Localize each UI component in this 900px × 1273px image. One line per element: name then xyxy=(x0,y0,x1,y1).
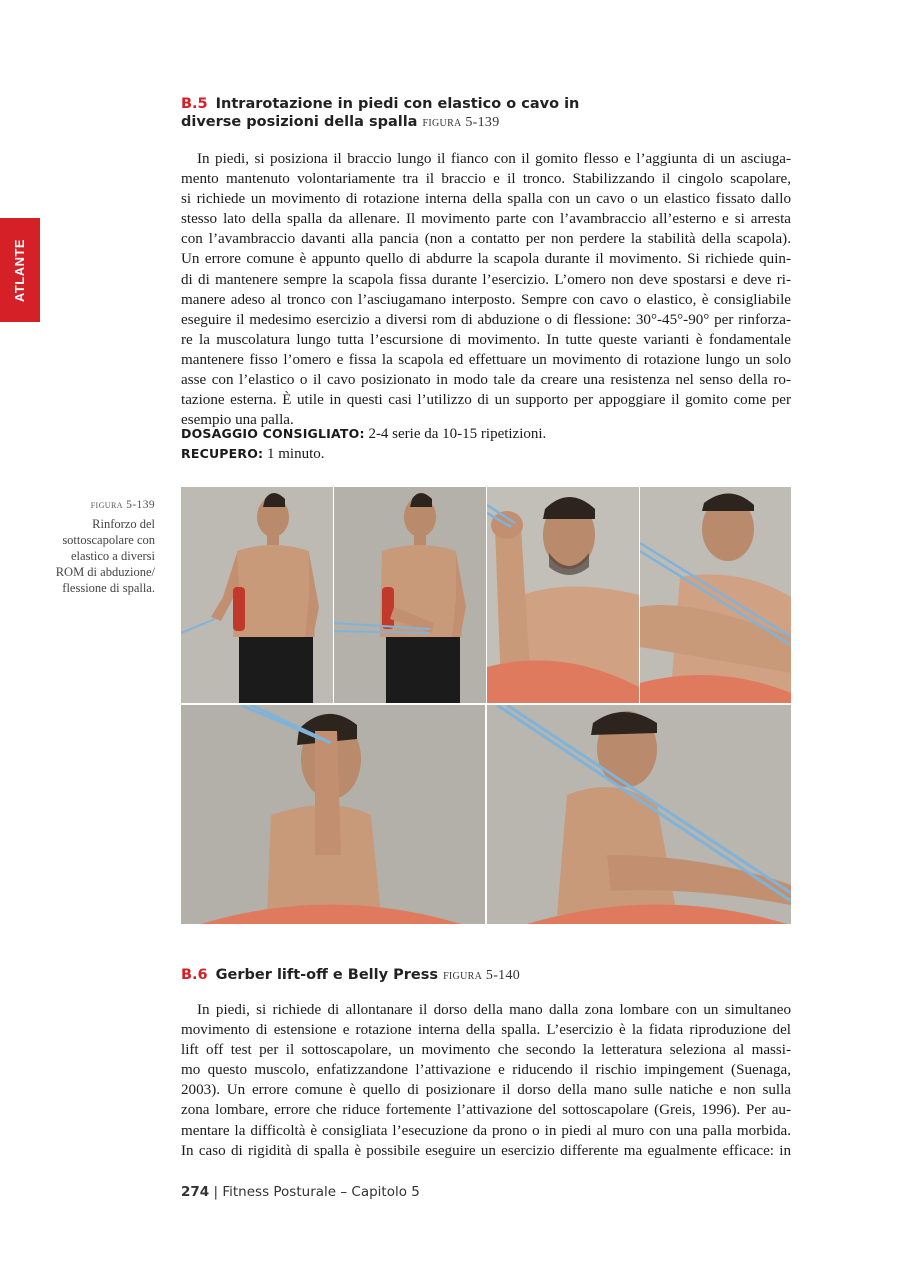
caption-line: flessione di spalla. xyxy=(62,581,155,595)
caption-line: Rinforzo del xyxy=(92,517,155,531)
body-line: Un errore comune è appunto quello di abdurre la scapola durante il movimento. Si richiede quin- xyxy=(181,251,791,268)
running-title: Fitness Posturale – Capitolo 5 xyxy=(222,1184,420,1200)
body-line: movimento di estensione e rotazione interna della spalla. L’esercizio è la fidata riproduzione del xyxy=(181,1022,791,1039)
photo-abduction-90-end xyxy=(640,487,791,703)
page-number: 274 xyxy=(181,1184,210,1200)
body-line: In caso di rigidità di spalla è possibile eseguire un esercizio differente ma egualmente efficace: in xyxy=(181,1142,791,1159)
body-line: stesso lato della spalla da allenare. Il movimento parte con l’avambraccio all’esterno e si arresta xyxy=(181,211,791,228)
section-b5-heading xyxy=(181,95,579,132)
section-b6-figure-ref: figura 5-140 xyxy=(443,968,521,983)
section-b5-body xyxy=(181,149,791,430)
caption-line: elastico a diversi xyxy=(71,549,155,563)
footer-separator: | xyxy=(213,1184,219,1200)
section-b6-code: B.6 xyxy=(181,967,208,983)
body-line: tazione esterna. È utile in questi casi l’utilizzo di un supporto per appoggiare il gomito come per xyxy=(181,392,791,409)
body-line: di di mantenere sempre la scapola fissa durante l’esercizio. L’omero non deve spostarsi e deve ri- xyxy=(181,271,791,288)
body-line: zona lombare, errore che riduce fortemente l’attivazione del sottoscapolare (Greis, 1996). Per au- xyxy=(181,1102,791,1119)
body-line: re la muscolatura lungo tutta l’escursione di movimento. In tutte queste varianti è fondamentale xyxy=(181,331,791,348)
side-tab-label: ATLANTE xyxy=(12,238,28,302)
section-b6-title: Gerber lift-off e Belly Press xyxy=(215,967,438,983)
body-line: asse con l’elastico o il cavo posizionato in modo tale da creare una resistenza nel senso della ro- xyxy=(181,372,791,389)
body-line: eseguire il medesimo esercizio a diversi rom di abduzione o di flessione: 30°-45°-90° per rinforza- xyxy=(181,311,791,328)
section-b5-code: B.5 xyxy=(181,96,208,112)
body-line: In piedi, si posiziona il braccio lungo il fianco con il gomito flesso e l’aggiunta di un asciuga- xyxy=(197,151,791,167)
photo-standing-external xyxy=(181,487,333,703)
body-line: mento mantenuto volontariamente tra il braccio e il tronco. Stabilizzando il cingolo scapolare, xyxy=(181,171,791,188)
body-line: mentare la difficoltà è consigliata l’esecuzione da prono o in piedi al muro con una palla morbida. xyxy=(181,1122,791,1139)
caption-figure-ref: figura 5-139 xyxy=(90,499,155,511)
body-line: In piedi, si richiede di allontanare il dorso della mano dalla zona lombare con un simultaneo xyxy=(197,1002,791,1018)
body-line: si richiede un movimento di rotazione interna della spalla con un cavo o un elastico fissato dallo xyxy=(181,191,791,208)
section-b5-figure-ref: figura 5-139 xyxy=(422,115,500,130)
figure-5-139-photos xyxy=(181,487,791,924)
body-line: con l’avambraccio davanti alla pancia (non a contatto per non perdere la stabilità della scapola). xyxy=(181,231,791,248)
dosage-block xyxy=(181,424,546,464)
caption-line: ROM di abduzione/ xyxy=(55,565,155,579)
section-b6-body xyxy=(181,1000,791,1161)
section-b5-title-line1: Intrarotazione in piedi con elastico o cavo in xyxy=(215,96,580,112)
atlante-side-tab xyxy=(0,218,40,322)
photo-abduction-90-start xyxy=(487,487,639,703)
body-line: esempio una palla. xyxy=(181,412,294,429)
body-line: manere adeso al tronco con l’asciugamano interposto. Sempre con cavo o elastico, è consigliabile xyxy=(181,291,791,308)
section-b5-title-line2: diverse posizioni della spalla xyxy=(181,114,418,130)
body-line: lift off test per il sottoscapolare, un movimento che secondo la letteratura seleziona al massi- xyxy=(181,1042,791,1059)
recovery-value: 1 minuto. xyxy=(267,446,325,462)
figure-caption xyxy=(35,497,155,596)
photo-flexion-90-end xyxy=(487,705,791,924)
photo-flexion-90-start xyxy=(181,705,485,924)
dosage-value: 2-4 serie da 10-15 ripetizioni. xyxy=(368,426,547,442)
page-footer xyxy=(181,1184,420,1200)
dosage-label: DOSAGGIO CONSIGLIATO: xyxy=(181,426,365,441)
caption-line: sottoscapolare con xyxy=(62,533,155,547)
body-line: mo questo muscolo, enfatizzandone l’attivazione e riducendo il rischio impingement (Suenaga, xyxy=(181,1062,791,1079)
photo-standing-internal xyxy=(334,487,486,703)
section-b6-heading xyxy=(181,966,520,985)
recovery-label: RECUPERO: xyxy=(181,446,264,461)
body-line: mantenere fisso l’omero e fissa la scapola ed effettuare un movimento di rotazione lungo un solo xyxy=(181,351,791,368)
body-line: 2003). Un errore comune è quello di posizionare il dorso della mano sulle natiche e non sulla xyxy=(181,1082,791,1099)
